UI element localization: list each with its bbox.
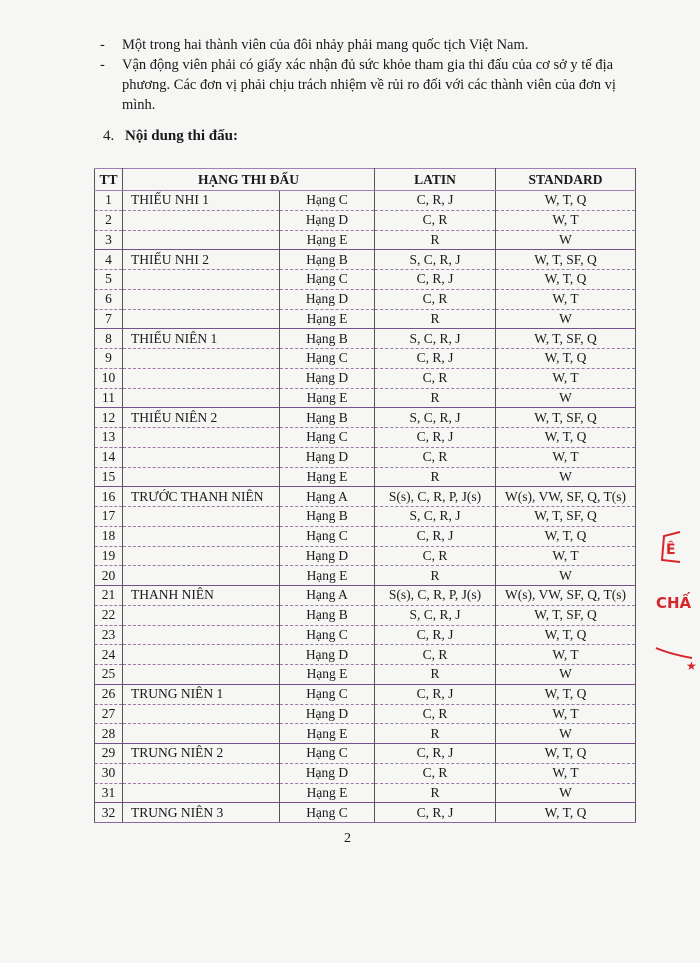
row-category [123,724,280,744]
svg-text:Ê: Ê [666,542,676,558]
row-standard: W(s), VW, SF, Q, T(s) [496,586,636,606]
row-category [123,625,280,645]
row-latin: C, R [375,763,496,783]
row-category [123,368,280,388]
row-standard: W, T, Q [496,625,636,645]
row-category [123,665,280,685]
row-category [123,309,280,329]
section-number: 4. [103,128,115,144]
row-level: Hạng B [280,408,375,428]
table-row [95,250,636,270]
header-standard: STANDARD [496,169,636,191]
row-standard: W, T, SF, Q [496,250,636,270]
row-standard: W, T, Q [496,349,636,369]
row-number: 13 [95,428,123,448]
row-latin: C, R, J [375,684,496,704]
row-number: 6 [95,289,123,309]
row-latin: S, C, R, J [375,250,496,270]
row-level: Hạng B [280,605,375,625]
row-standard: W [496,230,636,250]
row-latin: R [375,724,496,744]
table-row [95,467,636,487]
section-title: Nội dung thi đấu: [125,128,238,144]
row-category: TRƯỚC THANH NIÊN [123,487,280,507]
table-row [95,368,636,388]
table-row [95,487,636,507]
row-level: Hạng E [280,388,375,408]
row-category: THANH NIÊN [123,586,280,606]
row-latin: C, R [375,210,496,230]
table-row [95,210,636,230]
table-row [95,447,636,467]
table-row [95,309,636,329]
row-category [123,783,280,803]
row-level: Hạng E [280,724,375,744]
row-standard: W, T, Q [496,191,636,211]
row-level: Hạng E [280,309,375,329]
row-latin: C, R, J [375,744,496,764]
bullet-text: Vận động viên phải có giấy xác nhận đủ sức khỏe tham gia thi đấu của cơ sở y tế địa phương. Các đơn vị phải chịu trách nhiệm về rủi ro đối với các thành viên của đơn vị mình. [122,57,616,113]
svg-text:★: ★ [686,659,697,673]
table-row [95,744,636,764]
row-category: THIẾU NHI 1 [123,191,280,211]
row-latin: C, R, J [375,191,496,211]
bullet-item [100,35,640,55]
row-level: Hạng B [280,250,375,270]
row-standard: W, T [496,546,636,566]
row-latin: S, C, R, J [375,507,496,527]
row-number: 23 [95,625,123,645]
row-latin: C, R [375,546,496,566]
row-latin: S, C, R, J [375,329,496,349]
row-number: 14 [95,447,123,467]
row-level: Hạng D [280,210,375,230]
row-standard: W [496,665,636,685]
row-number: 24 [95,645,123,665]
row-level: Hạng B [280,329,375,349]
row-standard: W, T, Q [496,744,636,764]
row-latin: R [375,665,496,685]
table-row [95,289,636,309]
row-level: Hạng D [280,645,375,665]
row-level: Hạng D [280,447,375,467]
table-row [95,625,636,645]
table-row [95,704,636,724]
table-row [95,329,636,349]
row-standard: W, T [496,447,636,467]
row-standard: W, T [496,210,636,230]
row-number: 17 [95,507,123,527]
row-latin: R [375,309,496,329]
row-level: Hạng D [280,289,375,309]
row-latin: C, R, J [375,803,496,823]
row-category [123,388,280,408]
table-row [95,546,636,566]
table-row [95,526,636,546]
row-category [123,289,280,309]
row-latin: S(s), C, R, P, J(s) [375,487,496,507]
row-standard: W, T [496,704,636,724]
row-latin: C, R [375,447,496,467]
table-body [95,191,636,823]
row-level: Hạng C [280,270,375,290]
row-category [123,447,280,467]
row-level: Hạng C [280,625,375,645]
row-category [123,270,280,290]
row-category [123,507,280,527]
row-number: 26 [95,684,123,704]
row-level: Hạng D [280,368,375,388]
row-number: 27 [95,704,123,724]
row-standard: W [496,783,636,803]
row-number: 10 [95,368,123,388]
row-number: 9 [95,349,123,369]
table-row [95,408,636,428]
section-heading [103,128,238,145]
row-latin: C, R, J [375,270,496,290]
page-number: 2 [344,831,351,846]
table-row [95,566,636,586]
header-latin: LATIN [375,169,496,191]
row-latin: C, R [375,289,496,309]
row-number: 8 [95,329,123,349]
table-row [95,191,636,211]
table-row [95,684,636,704]
bullet-item [100,55,640,115]
row-number: 12 [95,408,123,428]
row-standard: W(s), VW, SF, Q, T(s) [496,487,636,507]
row-number: 31 [95,783,123,803]
row-latin: C, R [375,645,496,665]
row-level: Hạng E [280,665,375,685]
row-number: 4 [95,250,123,270]
row-standard: W, T, Q [496,803,636,823]
row-latin: R [375,230,496,250]
row-latin: C, R, J [375,349,496,369]
row-standard: W, T, Q [496,428,636,448]
table-row [95,388,636,408]
svg-text:CHẤ: CHẤ [656,594,692,612]
row-level: Hạng D [280,763,375,783]
row-standard: W, T, Q [496,526,636,546]
row-level: Hạng C [280,526,375,546]
row-category [123,605,280,625]
row-standard: W, T, SF, Q [496,605,636,625]
row-category [123,763,280,783]
red-stamp-fragment [650,530,700,680]
row-standard: W, T, SF, Q [496,408,636,428]
row-level: Hạng A [280,487,375,507]
row-standard: W [496,467,636,487]
row-level: Hạng E [280,783,375,803]
row-category: THIẾU NIÊN 1 [123,329,280,349]
row-level: Hạng E [280,467,375,487]
row-latin: C, R, J [375,625,496,645]
row-category [123,467,280,487]
row-number: 18 [95,526,123,546]
row-level: Hạng B [280,507,375,527]
bullet-text: Một trong hai thành viên của đôi nhảy phải mang quốc tịch Việt Nam. [122,37,529,53]
row-standard: W [496,309,636,329]
row-number: 2 [95,210,123,230]
row-latin: C, R [375,368,496,388]
competition-table [94,168,636,823]
row-number: 1 [95,191,123,211]
row-standard: W, T, SF, Q [496,329,636,349]
row-number: 7 [95,309,123,329]
row-number: 5 [95,270,123,290]
row-category [123,349,280,369]
table-row [95,586,636,606]
row-latin: C, R [375,704,496,724]
row-standard: W [496,724,636,744]
row-category: THIẾU NHI 2 [123,250,280,270]
row-number: 3 [95,230,123,250]
row-level: Hạng A [280,586,375,606]
row-standard: W [496,388,636,408]
row-standard: W, T, Q [496,270,636,290]
row-level: Hạng C [280,744,375,764]
table-row [95,507,636,527]
row-category [123,566,280,586]
row-standard: W [496,566,636,586]
row-standard: W, T, Q [496,684,636,704]
bullet-mark: - [100,37,105,53]
table-row [95,783,636,803]
row-category [123,230,280,250]
bullet-list [100,35,640,115]
row-number: 25 [95,665,123,685]
row-latin: S, C, R, J [375,408,496,428]
row-level: Hạng D [280,546,375,566]
row-category: TRUNG NIÊN 3 [123,803,280,823]
row-latin: R [375,467,496,487]
table-row [95,724,636,744]
row-level: Hạng E [280,230,375,250]
table-row [95,665,636,685]
row-level: Hạng C [280,349,375,369]
row-latin: C, R, J [375,526,496,546]
row-number: 15 [95,467,123,487]
row-latin: S(s), C, R, P, J(s) [375,586,496,606]
row-number: 16 [95,487,123,507]
row-latin: C, R, J [375,428,496,448]
row-latin: R [375,783,496,803]
row-category: THIẾU NIÊN 2 [123,408,280,428]
row-number: 21 [95,586,123,606]
row-category [123,546,280,566]
row-number: 19 [95,546,123,566]
table-row [95,270,636,290]
table-row [95,763,636,783]
table-row [95,428,636,448]
row-category [123,704,280,724]
row-standard: W, T [496,368,636,388]
row-standard: W, T [496,763,636,783]
row-level: Hạng D [280,704,375,724]
row-number: 28 [95,724,123,744]
row-category: TRUNG NIÊN 1 [123,684,280,704]
row-level: Hạng C [280,684,375,704]
row-latin: S, C, R, J [375,605,496,625]
row-latin: R [375,566,496,586]
row-number: 30 [95,763,123,783]
row-number: 32 [95,803,123,823]
row-standard: W, T [496,289,636,309]
row-level: Hạng E [280,566,375,586]
row-standard: W, T [496,645,636,665]
row-level: Hạng C [280,803,375,823]
row-number: 22 [95,605,123,625]
row-standard: W, T, SF, Q [496,507,636,527]
table-row [95,349,636,369]
row-category: TRUNG NIÊN 2 [123,744,280,764]
row-number: 29 [95,744,123,764]
row-number: 11 [95,388,123,408]
table-header-row [95,169,636,191]
table-row [95,605,636,625]
header-category: HẠNG THI ĐẤU [123,169,375,191]
table-row [95,803,636,823]
row-category [123,428,280,448]
table-row [95,645,636,665]
row-latin: R [375,388,496,408]
row-category [123,645,280,665]
bullet-mark: - [100,57,105,73]
header-tt: TT [95,169,123,191]
row-level: Hạng C [280,191,375,211]
table-row [95,230,636,250]
row-level: Hạng C [280,428,375,448]
row-number: 20 [95,566,123,586]
row-category [123,210,280,230]
row-category [123,526,280,546]
